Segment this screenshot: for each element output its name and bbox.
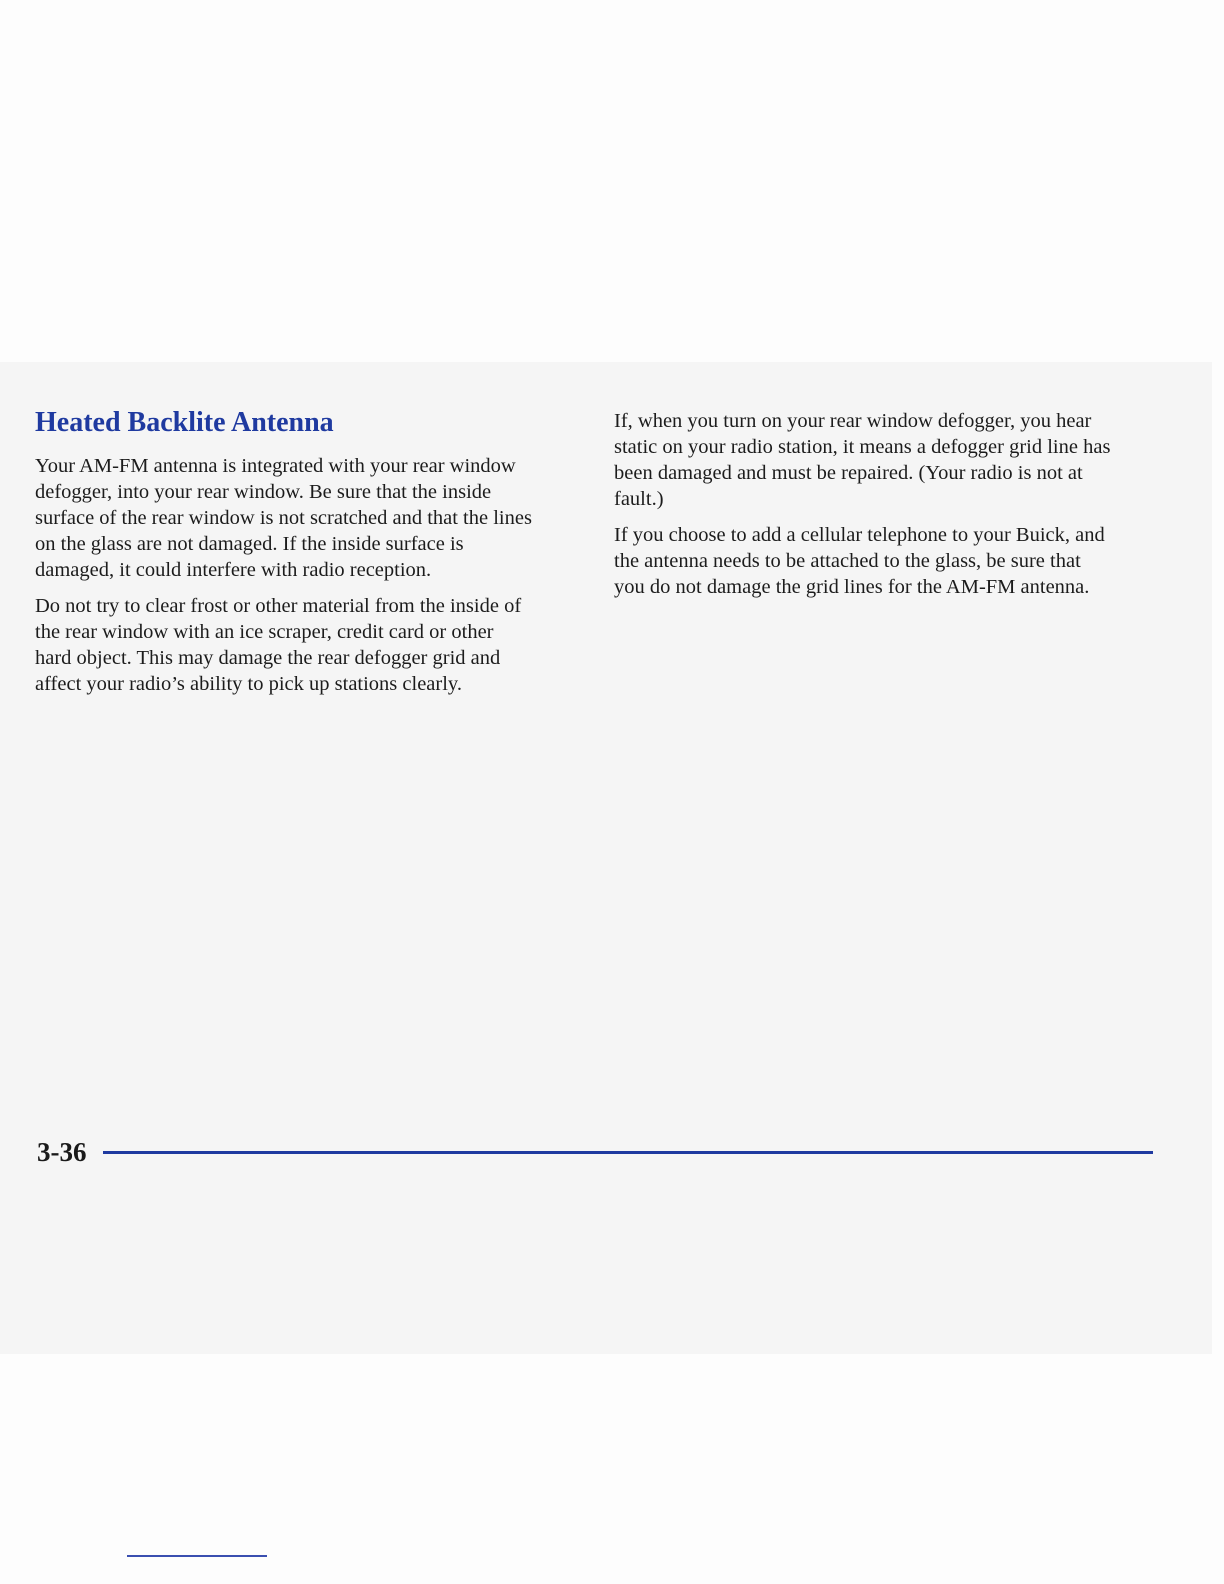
right-paragraph-1: If, when you turn on your rear window defogger, you hear static on your radio station, it means a defogger grid line has been damaged and must be repaired. (Your radio is not at fault.): [614, 410, 1111, 510]
left-paragraph-2: Do not try to clear frost or other material from the inside of the rear window with an ice scraper, credit card or other hard object. This may damage the rear defogger grid and affect your radio’s ability to pick up stations clearly.: [35, 595, 522, 695]
page-number: 3-36: [37, 1137, 87, 1167]
right-paragraph-2: If you choose to add a cellular telephone to your Buick, and the antenna needs to be attached to the glass, be sure that you do not damage the grid lines for the AM-FM antenna.: [614, 524, 1105, 598]
section-title: Heated Backlite Antenna: [35, 407, 334, 438]
page-footer: [37, 1134, 1153, 1170]
left-paragraph-1: Your AM-FM antenna is integrated with your rear window defogger, into your rear window. Be sure that the inside surface of the rear window is not scratched and that the lines on the glass are not damaged. If the inside surface is damaged, it could interfere with radio reception.: [35, 455, 532, 581]
footer-rule: [103, 1151, 1153, 1154]
left-column: [35, 406, 535, 707]
right-column: [614, 408, 1114, 610]
bottom-link-underline[interactable]: [127, 1555, 267, 1557]
